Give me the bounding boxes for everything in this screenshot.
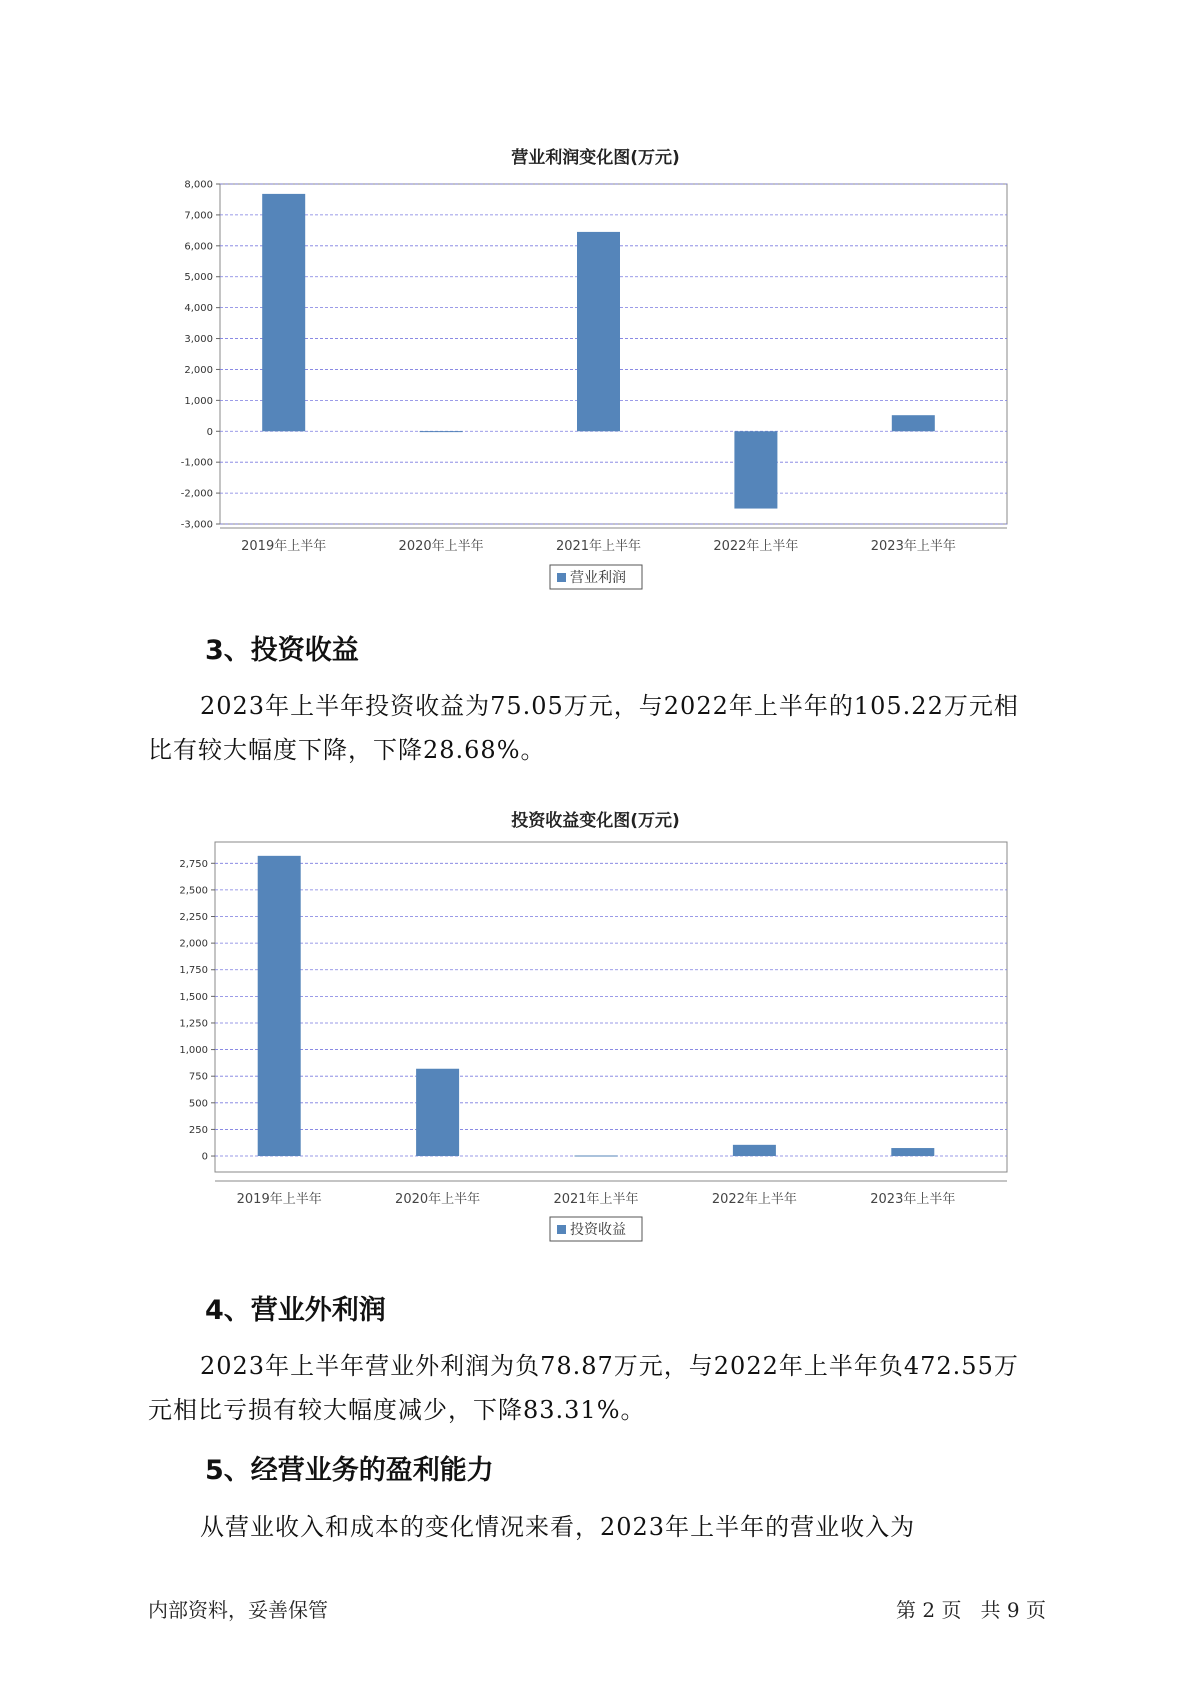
x-tick-label: 2021年上半年 (555, 539, 642, 554)
y-tick-label: 750 (188, 1071, 208, 1083)
section-heading: 4、营业外利润 (205, 1295, 386, 1326)
section-paragraph (148, 1344, 1058, 1432)
bar (258, 856, 301, 1156)
bar (891, 1148, 934, 1156)
investment-income-chart (0, 830, 1191, 1250)
x-tick-label: 2022年上半年 (711, 1192, 797, 1207)
paragraph-line: 2023年上半年营业外利润为负78.87万元，与2022年上半年负472.55万 (200, 1352, 1019, 1380)
operating-profit-chart (0, 170, 1191, 590)
y-tick-label: 2,000 (179, 938, 208, 950)
y-tick-label: 1,000 (179, 1045, 208, 1057)
bar (575, 1156, 618, 1157)
y-tick-label: 500 (188, 1098, 208, 1110)
plot-area (215, 842, 1007, 1172)
paragraph-line: 2023年上半年投资收益为75.05万元，与2022年上半年的105.22万元相 (200, 692, 1019, 720)
legend-label: 投资收益 (570, 1222, 626, 1238)
y-tick-label: -1,000 (180, 457, 213, 469)
bar (733, 1145, 776, 1156)
y-tick-label: 250 (188, 1124, 208, 1136)
bar (734, 431, 777, 508)
legend-label: 营业利润 (570, 570, 626, 586)
bar (420, 431, 463, 432)
chart-title: 投资收益变化图(万元) (511, 811, 680, 831)
y-tick-label: 1,750 (179, 965, 208, 977)
y-tick-label: 1,500 (179, 991, 208, 1003)
x-tick-label: 2022年上半年 (713, 539, 799, 554)
legend-swatch (557, 573, 566, 582)
y-tick-label: 4,000 (184, 303, 213, 315)
y-tick-label: 2,500 (179, 885, 208, 897)
section-paragraph (148, 684, 1058, 772)
chart-title: 营业利润变化图(万元) (511, 148, 680, 168)
footer-page-number: 第 2 页 共 9 页 (896, 1598, 1046, 1622)
section-heading: 3、投资收益 (205, 635, 359, 666)
x-tick-label: 2023年上半年 (870, 539, 956, 554)
section-paragraph (148, 1505, 1058, 1549)
x-tick-label: 2019年上半年 (241, 539, 327, 554)
y-tick-label: -2,000 (180, 488, 213, 500)
paragraph-line: 元相比亏损有较大幅度减少，下降83.31%。 (148, 1396, 646, 1424)
paragraph-line: 从营业收入和成本的变化情况来看，2023年上半年的营业收入为 (200, 1513, 916, 1541)
y-tick-label: 6,000 (184, 241, 213, 253)
x-tick-label: 2023年上半年 (870, 1192, 956, 1207)
x-tick-label: 2021年上半年 (553, 1192, 639, 1207)
paragraph-line: 比有较大幅度下降，下降28.68%。 (148, 736, 546, 764)
y-tick-label: 1,000 (184, 395, 213, 407)
x-tick-label: 2020年上半年 (395, 1192, 481, 1207)
y-tick-label: 2,750 (179, 858, 208, 870)
y-tick-label: 7,000 (184, 210, 213, 222)
y-tick-label: 5,000 (184, 272, 213, 284)
bar (577, 232, 620, 431)
y-tick-label: 3,000 (184, 334, 213, 346)
y-tick-label: 2,250 (179, 912, 208, 924)
section-heading: 5、经营业务的盈利能力 (205, 1455, 494, 1486)
x-tick-label: 2019年上半年 (236, 1192, 322, 1207)
bar (892, 415, 935, 431)
y-tick-label: 0 (201, 1151, 208, 1163)
y-tick-label: 0 (206, 426, 213, 438)
y-tick-label: -3,000 (180, 519, 213, 531)
bar (262, 194, 305, 431)
x-tick-label: 2020年上半年 (398, 539, 484, 554)
y-tick-label: 8,000 (184, 179, 213, 191)
bar (416, 1069, 459, 1156)
legend-swatch (557, 1225, 566, 1234)
y-tick-label: 2,000 (184, 364, 213, 376)
footer-confidential-note: 内部资料，妥善保管 (148, 1598, 328, 1622)
y-tick-label: 1,250 (179, 1018, 208, 1030)
